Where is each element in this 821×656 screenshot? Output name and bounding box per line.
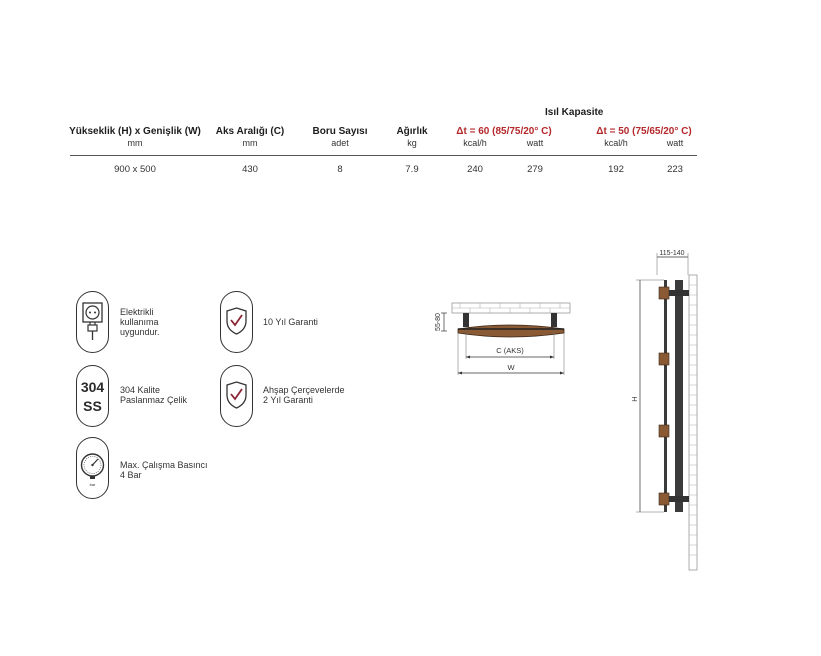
badge-304: 304: [80, 379, 105, 395]
feature-wood-line2: 2 Yıl Garanti: [263, 395, 313, 405]
col-header-axis: Aks Aralığı (C): [215, 126, 285, 137]
feature-stainless-line1: 304 Kalite: [120, 385, 161, 395]
col-unit-axis: mm: [242, 138, 258, 148]
col-header-tube-count: Boru Sayısı: [312, 126, 368, 137]
col-unit-dt50-kcal: kcal/h: [604, 138, 628, 148]
table-divider: [70, 155, 697, 156]
bracket-left: [463, 313, 469, 327]
group-header-thermal-capacity: Isıl Kapasite: [545, 107, 604, 118]
feature-stainless-text: [120, 385, 187, 405]
shield-check-icon: [221, 366, 252, 426]
power-socket-icon: [77, 292, 108, 352]
feature-stainless-line2: Paslanmaz Çelik: [120, 395, 188, 405]
wood-block: [659, 287, 669, 299]
col-unit-dt60-kcal: kcal/h: [463, 138, 487, 148]
feature-wood-text: [263, 385, 345, 405]
cell-tube-count: 8: [337, 164, 343, 175]
wood-block: [659, 353, 669, 365]
width-label: W: [507, 363, 515, 372]
cell-dt60-watt: 279: [527, 164, 543, 175]
col-unit-tube-count: adet: [331, 138, 349, 148]
height-label: H: [630, 396, 639, 402]
depth-label: 55-80: [435, 313, 442, 331]
shield-check-icon: [221, 292, 252, 352]
wall-bracket: [669, 290, 689, 296]
feature-warranty-10-text: 10 Yıl Garanti: [263, 317, 318, 327]
col-unit-dt60-watt: watt: [526, 138, 544, 148]
gauge-unit-label: bar: [89, 482, 96, 487]
feature-electric-text: [120, 307, 160, 337]
feature-warranty-wood: [220, 365, 253, 427]
col-unit-size: mm: [127, 138, 143, 148]
col-header-weight: Ağırlık: [396, 126, 428, 137]
feature-pressure-line2: 4 Bar: [120, 470, 142, 480]
cell-dt60-kcal: 240: [467, 164, 483, 175]
cell-axis: 430: [242, 164, 258, 175]
feature-electric-line2: kullanıma: [120, 317, 159, 327]
frame-back: [675, 280, 683, 512]
col-unit-dt50-watt: watt: [666, 138, 684, 148]
feature-pressure-line1: Max. Çalışma Basıncı: [120, 460, 208, 470]
cell-size: 900 x 500: [114, 164, 156, 175]
frame-front: [664, 280, 667, 512]
feature-stainless-steel: [76, 365, 109, 427]
feature-pressure-text: [120, 460, 208, 480]
wall-side: [689, 275, 697, 570]
bracket-right: [551, 313, 557, 327]
badge-ss: SS: [83, 398, 102, 414]
feature-electric-line3: uygundur.: [120, 327, 160, 337]
wood-block: [659, 425, 669, 437]
axis-label: C (AKS): [496, 346, 524, 355]
col-unit-weight: kg: [407, 138, 417, 148]
wall-bracket: [669, 496, 689, 502]
side-view-diagram: [620, 245, 705, 575]
feature-electric-line1: Elektrikli: [120, 307, 154, 317]
cell-dt50-kcal: 192: [608, 164, 624, 175]
cell-weight: 7.9: [405, 164, 419, 175]
feature-wood-line1: Ahşap Çerçevelerde: [263, 385, 345, 395]
cell-dt50-watt: 223: [667, 164, 683, 175]
col-header-dt50: Δt = 50 (75/65/20° C): [596, 126, 692, 137]
feature-electric: [76, 291, 109, 353]
col-header-dt60: Δt = 60 (85/75/20° C): [456, 126, 552, 137]
col-header-size: Yükseklik (H) x Genişlik (W): [69, 126, 201, 137]
pressure-gauge-icon: [77, 438, 108, 498]
offset-label: 115-140: [659, 250, 685, 257]
wood-block: [659, 493, 669, 505]
top-view-diagram: [430, 295, 590, 380]
feature-pressure: [76, 437, 109, 499]
radiator-body: [458, 325, 564, 337]
feature-warranty-10: [220, 291, 253, 353]
